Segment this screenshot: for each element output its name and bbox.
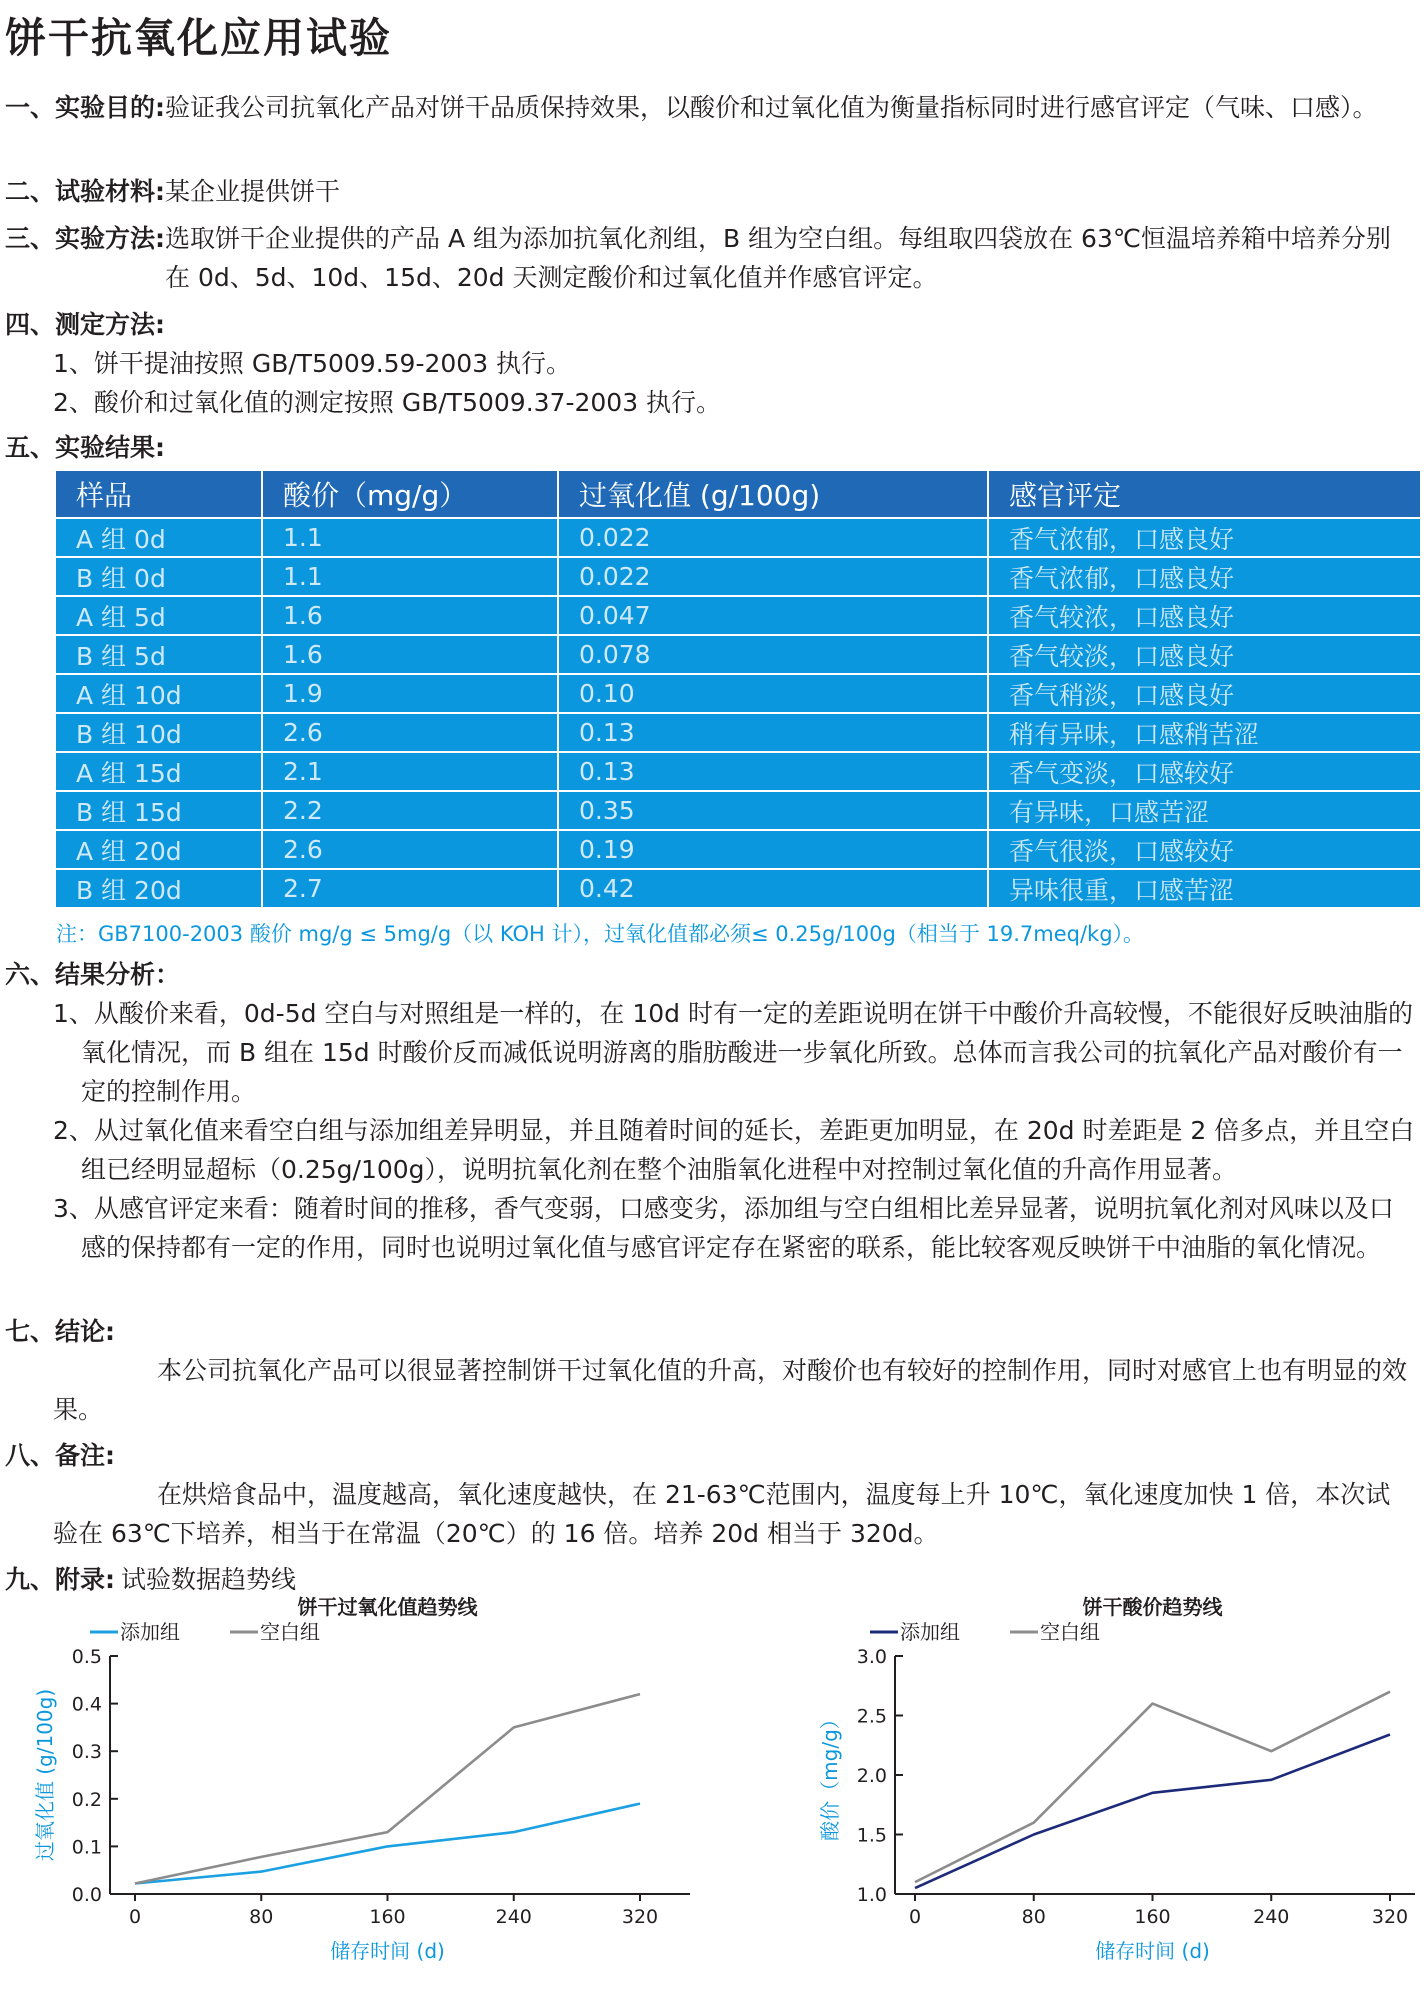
- column-header: 感官评定: [988, 471, 1420, 518]
- legend-label: 空白组: [260, 1620, 320, 1644]
- peroxide-chart-svg: [33, 1590, 720, 1975]
- table-cell: 香气稍淡，口感良好: [988, 674, 1420, 713]
- y-tick-label: 2.0: [856, 1765, 887, 1787]
- table-cell: 有异味，口感苦涩: [988, 791, 1420, 830]
- table-cell: B 组 5d: [56, 635, 262, 674]
- table-cell: 2.1: [262, 752, 558, 791]
- section-body: 验证我公司抗氧化产品对饼干品质保持效果，以酸价和过氧化值为衡量指标同时进行感官评定（气味、口感）。: [165, 93, 1378, 122]
- chart-title: 饼干酸价趋势线: [1082, 1595, 1223, 1619]
- peroxide-chart: [33, 1590, 720, 1975]
- series-line-added: [135, 1804, 640, 1884]
- table-cell: B 组 0d: [56, 557, 262, 596]
- table-cell: A 组 20d: [56, 830, 262, 869]
- x-tick-label: 80: [249, 1906, 274, 1928]
- table-row: [56, 596, 1420, 635]
- y-tick-label: 0.3: [71, 1741, 102, 1764]
- table-cell: 0.10: [558, 674, 988, 713]
- table-cell: 2.2: [262, 791, 558, 830]
- list-item: 1、饼干提油按照 GB/T5009.59-2003 执行。: [53, 349, 572, 378]
- table-cell: 稍有异味，口感稍苦涩: [988, 713, 1420, 752]
- list-item: 3、从感官评定来看：随着时间的推移，香气变弱，口感变劣，添加组与空白组相比差异显著，说明抗氧化剂对风味以及口感的保持都有一定的作用，同时也说明过氧化值与感官评定存在紧密的联系，能比较客观反映饼干中油脂的氧化情况。: [53, 1194, 1394, 1262]
- table-cell: 0.19: [558, 830, 988, 869]
- table-cell: 香气很淡，口感较好: [988, 830, 1420, 869]
- table-cell: 香气变淡，口感较好: [988, 752, 1420, 791]
- table-cell: 香气浓郁，口感良好: [988, 557, 1420, 596]
- table-cell: 1.9: [262, 674, 558, 713]
- section-analysis: [5, 955, 1415, 1267]
- table-row: [56, 713, 1420, 752]
- section-conclusion: [5, 1312, 1415, 1429]
- section-remarks: [5, 1436, 1415, 1553]
- section-materials: [5, 172, 1415, 211]
- list-item: 1、从酸价来看，0d-5d 空白与对照组是一样的，在 10d 时有一定的差距说明在饼干中酸价升高较慢，不能很好反映油脂的氧化情况，而 B 组在 15d 时酸价反而减低说明游离的脂肪酸进一步氧化所致。总体而言我公司的抗氧化产品对酸价有一定的控制作用。: [53, 999, 1414, 1106]
- section-body: 试验数据趋势线: [121, 1565, 297, 1594]
- column-header: 样品: [56, 471, 262, 518]
- y-tick-label: 0.1: [71, 1836, 102, 1859]
- column-header: 过氧化值 (g/100g): [558, 471, 988, 518]
- chart-title: 饼干过氧化值趋势线: [297, 1595, 478, 1619]
- y-tick-label: 3.0: [856, 1646, 887, 1668]
- x-tick-label: 0: [128, 1906, 142, 1928]
- section-heading: 三、实验方法:: [5, 224, 165, 253]
- table-row: [56, 674, 1420, 713]
- x-tick-label: 0: [908, 1906, 922, 1928]
- table-cell: A 组 10d: [56, 674, 262, 713]
- table-header-row: [56, 471, 1420, 518]
- section-heading: 九、附录:: [5, 1565, 115, 1594]
- table-cell: 2.6: [262, 713, 558, 752]
- section-heading: 一、实验目的:: [5, 93, 165, 122]
- table-cell: 0.13: [558, 713, 988, 752]
- acid-chart: [760, 1590, 1420, 1975]
- table-cell: 香气浓郁，口感良好: [988, 518, 1420, 557]
- table-row: [56, 869, 1420, 908]
- table-cell: A 组 15d: [56, 752, 262, 791]
- table-cell: B 组 15d: [56, 791, 262, 830]
- y-tick-label: 1.5: [856, 1824, 887, 1847]
- y-tick-label: 0.2: [71, 1788, 102, 1811]
- acid-chart-svg: [760, 1590, 1420, 1975]
- section-heading: 八、备注:: [5, 1441, 115, 1470]
- section-heading: 七、结论:: [5, 1317, 115, 1346]
- column-header: 酸价（mg/g）: [262, 471, 558, 518]
- table-cell: 0.35: [558, 791, 988, 830]
- table-cell: 0.047: [558, 596, 988, 635]
- table-cell: 0.078: [558, 635, 988, 674]
- y-axis-label: 酸价（mg/g）: [818, 1709, 842, 1841]
- legend-label: 添加组: [900, 1620, 960, 1644]
- table-row: [56, 635, 1420, 674]
- series-line-blank: [915, 1692, 1390, 1882]
- legend-label: 空白组: [1040, 1620, 1100, 1644]
- page-title: 饼干抗氧化应用试验: [5, 14, 392, 62]
- series-line-blank: [135, 1694, 640, 1883]
- y-tick-label: 2.5: [856, 1705, 887, 1728]
- y-tick-label: 0.0: [71, 1884, 102, 1906]
- list-item: 2、从过氧化值来看空白组与添加组差异明显，并且随着时间的延长，差距更加明显，在 20d 时差距是 2 倍多点，并且空白组已经明显超标（0.25g/100g），说明抗氧化剂在整个油脂氧化进程中对控制过氧化值的升高作用显著。: [53, 1116, 1415, 1184]
- table-cell: 0.022: [558, 518, 988, 557]
- section-heading: 二、试验材料:: [5, 177, 165, 206]
- section-heading: 五、实验结果:: [5, 433, 165, 462]
- section-body: 某企业提供饼干: [165, 177, 341, 206]
- y-tick-label: 0.4: [71, 1693, 102, 1716]
- x-tick-label: 240: [495, 1906, 532, 1928]
- table-cell: 1.6: [262, 596, 558, 635]
- table-cell: 0.42: [558, 869, 988, 908]
- section-measurement: [5, 305, 1415, 422]
- table-cell: 1.1: [262, 557, 558, 596]
- section-body: 本公司抗氧化产品可以很显著控制饼干过氧化值的升高，对酸价也有较好的控制作用，同时对感官上也有明显的效果。: [53, 1356, 1408, 1424]
- table-cell: 0.022: [558, 557, 988, 596]
- table-row: [56, 752, 1420, 791]
- x-axis-label: 储存时间 (d): [330, 1939, 445, 1963]
- results-table: [56, 471, 1420, 909]
- table-cell: 0.13: [558, 752, 988, 791]
- x-tick-label: 320: [1371, 1906, 1409, 1928]
- section-purpose: [5, 88, 1415, 127]
- x-tick-label: 160: [369, 1906, 406, 1928]
- x-tick-label: 160: [1134, 1906, 1171, 1928]
- table-cell: 香气较浓，口感良好: [988, 596, 1420, 635]
- section-body: 选取饼干企业提供的产品 A 组为添加抗氧化剂组，B 组为空白组。每组取四袋放在 63℃恒温培养箱中培养分别在 0d、5d、10d、15d、20d 天测定酸价和过氧化值并作感官评定。: [165, 224, 1391, 292]
- y-axis-label: 过氧化值 (g/100g): [33, 1688, 57, 1862]
- x-axis-label: 储存时间 (d): [1095, 1939, 1210, 1963]
- table-cell: B 组 10d: [56, 713, 262, 752]
- x-tick-label: 240: [1253, 1906, 1290, 1928]
- section-body: 在烘焙食品中，温度越高，氧化速度越快，在 21-63℃范围内，温度每上升 10℃，氧化速度加快 1 倍，本次试验在 63℃下培养，相当于在常温（20℃）的 16 倍。培养 20d 相当于 320d。: [53, 1480, 1391, 1548]
- table-cell: 2.6: [262, 830, 558, 869]
- list-item: 2、酸价和过氧化值的测定按照 GB/T5009.37-2003 执行。: [53, 388, 722, 417]
- table-row: [56, 518, 1420, 557]
- legend-label: 添加组: [120, 1620, 180, 1644]
- table-cell: 2.7: [262, 869, 558, 908]
- table-cell: A 组 5d: [56, 596, 262, 635]
- table-cell: 1.1: [262, 518, 558, 557]
- table-cell: B 组 20d: [56, 869, 262, 908]
- x-tick-label: 320: [621, 1906, 659, 1928]
- series-line-added: [915, 1735, 1390, 1889]
- table-row: [56, 557, 1420, 596]
- table-cell: 1.6: [262, 635, 558, 674]
- y-tick-label: 1.0: [856, 1884, 887, 1906]
- section-method: [5, 219, 1415, 297]
- section-heading: 六、结果分析：: [5, 960, 181, 989]
- section-heading: 四、测定方法:: [5, 310, 165, 339]
- section-results: [5, 428, 165, 467]
- y-tick-label: 0.5: [71, 1646, 102, 1668]
- table-cell: 香气较淡，口感良好: [988, 635, 1420, 674]
- table-cell: A 组 0d: [56, 518, 262, 557]
- table-row: [56, 830, 1420, 869]
- x-tick-label: 80: [1021, 1906, 1046, 1928]
- table-cell: 异味很重，口感苦涩: [988, 869, 1420, 908]
- table-row: [56, 791, 1420, 830]
- table-note: 注：GB7100-2003 酸价 mg/g ≤ 5mg/g（以 KOH 计），过氧化值都必须≤ 0.25g/100g（相当于 19.7meq/kg）。: [56, 922, 1145, 946]
